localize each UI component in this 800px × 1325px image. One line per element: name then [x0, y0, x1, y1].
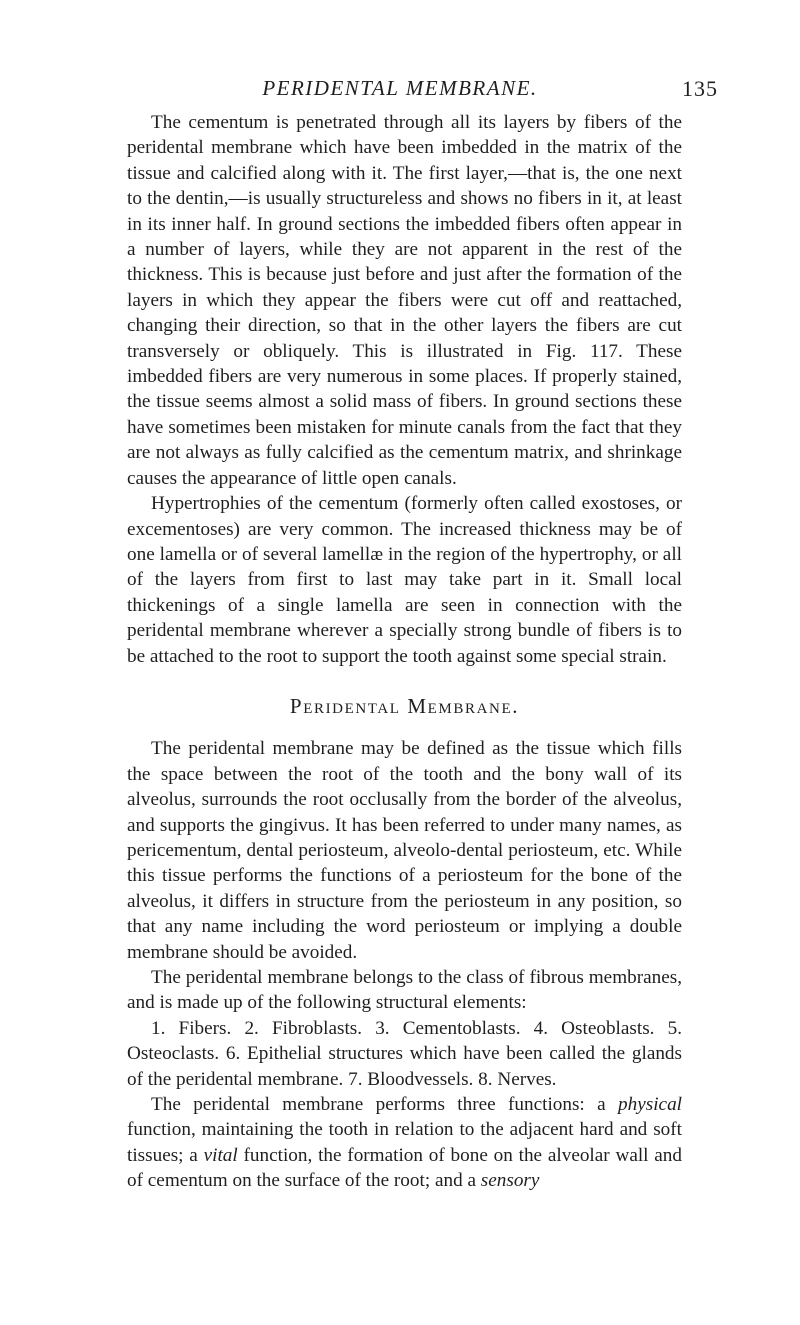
- functions-vital: vital: [203, 1144, 238, 1166]
- body-text: [127, 110, 682, 1194]
- functions-physical: physical: [618, 1094, 682, 1116]
- functions-text-1: The peridental membrane performs three functions: a: [151, 1094, 619, 1116]
- functions-text-2: function, maintaining the tooth in relation to the adjacent hard and soft tissues; a: [127, 1119, 682, 1166]
- paragraph-definition: The peridental membrane may be defined as the tissue which fills the space between the root of the tooth and the bony wall of its alveolus, surrounds the root occlusally from the border of the alveolus, and supports the gingivus. It has been referred to under many names, as pericementum, dental periosteum, alveolo-dental periosteum, etc. While this tissue performs the functions of a periosteum for the bone of the alveolus, it differs in structure from the periosteum in any position, so that any name including the word periosteum or implying a double membrane should be avoided.: [127, 738, 682, 963]
- paragraph-structural-elements-intro: The peridental membrane belongs to the class of fibrous membranes, and is made up of the following structural elements:: [127, 967, 682, 1014]
- paragraph-structural-elements-list: 1. Fibers. 2. Fibroblasts. 3. Cementoblasts. 4. Osteoblasts. 5. Osteoclasts. 6. Epithelial structures which have been called the glands of the peridental membrane. 7. Bloodvessels. 8. Nerves.: [127, 1017, 682, 1090]
- running-head: [0, 76, 800, 106]
- paragraph-functions: [127, 1092, 682, 1194]
- functions-sensory: sensory: [480, 1170, 540, 1192]
- functions-text-3: function, the formation of bone on the alveolar wall and of cementum on the surface of the root; and a: [127, 1144, 682, 1192]
- paragraph-hypertrophies: Hypertrophies of the cementum (formerly often called exostoses, or excementoses) are very common. The increased thickness may be of one lamella or of several lamellæ in the region of the hypertrophy, or all of the layers from first to last may take part in it. Small local thickenings of a single lamella are seen in connection with the peridental membrane wherever a specially strong bundle of fibers is to be attached to the root to support the tooth against some special strain.: [127, 493, 682, 667]
- section-heading: Peridental Membrane.: [289, 693, 520, 718]
- running-head-title: PERIDENTAL MEMBRANE.: [262, 76, 538, 100]
- paragraph-cementum-fibers: The cementum is penetrated through all its layers by fibers of the peridental membrane which have been imbedded in the matrix of the tissue and calcified along with it. The first layer,—that is, the one next to the dentin,—is usually structureless and shows no fibers in it, at least in its inner half. In ground sections the imbedded fibers often appear in a number of layers, while they are not apparent in the rest of the thickness. This is because just before and just after the formation of the layers in which they appear the fibers were cut off and reattached, changing their direction, so that in the other layers the fibers are cut transversely or obliquely. This is illustrated in Fig. 117. These imbedded fibers are very numerous in some places. If properly stained, the tissue seems almost a solid mass of fibers. In ground sections these have sometimes been mistaken for minute canals from the fact that they are not always as fully calcified as the cementum matrix, and shrinkage causes the appearance of little open canals.: [127, 112, 682, 489]
- page-number: 135: [682, 76, 718, 101]
